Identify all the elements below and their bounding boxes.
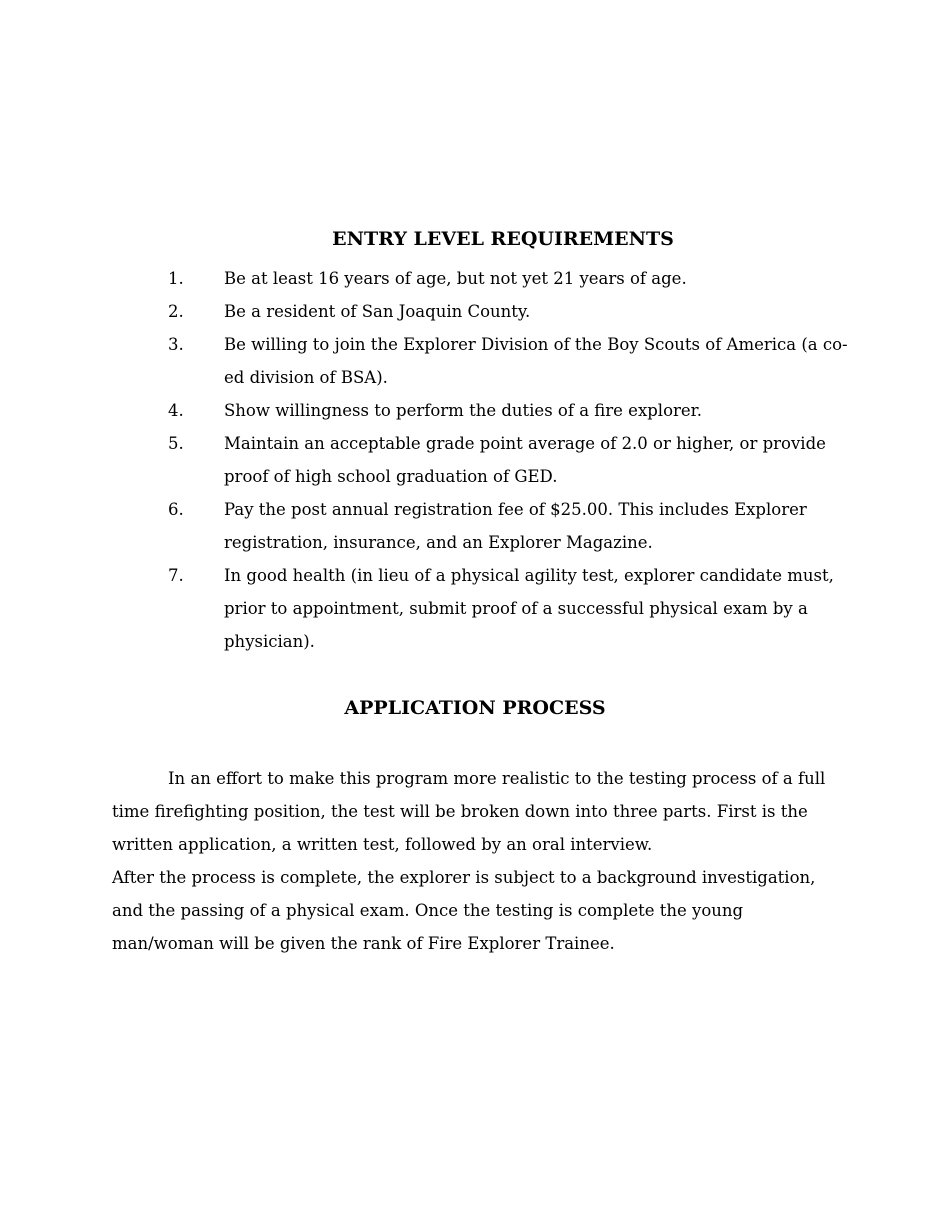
list-item-text: Maintain an acceptable grade point average of 2.0 or higher, or provide proof of high school graduation of GED. <box>224 434 826 486</box>
list-item-text: Be willing to join the Explorer Division of the Boy Scouts of America (a co-ed division of BSA). <box>224 335 848 387</box>
list-item-text: Be a resident of San Joaquin County. <box>224 302 531 321</box>
list-item <box>168 328 848 394</box>
list-item <box>168 493 848 559</box>
list-item-text: Pay the post annual registration fee of $25.00. This includes Explorer registration, insurance, and an Explorer Magazine. <box>224 500 807 552</box>
list-item-number: 3. <box>168 335 184 354</box>
list-item-number: 4. <box>168 401 184 420</box>
list-item <box>168 295 848 328</box>
list-item <box>168 559 848 658</box>
application-paragraph-1: In an effort to make this program more realistic to the testing process of a full time firefighting position, the test will be broken down into three parts. First is the written application, a written test, followed by an oral interview. <box>112 769 826 854</box>
list-item-text: In good health (in lieu of a physical agility test, explorer candidate must, prior to appointment, submit proof of a successful physical exam by a physician). <box>224 566 834 651</box>
entry-requirements-heading: ENTRY LEVEL REQUIREMENTS <box>332 228 674 250</box>
list-item-number: 6. <box>168 500 184 519</box>
list-item-number: 5. <box>168 434 184 453</box>
list-item <box>168 262 848 295</box>
requirements-list <box>168 262 848 658</box>
list-item-number: 1. <box>168 269 184 288</box>
list-item <box>168 394 848 427</box>
application-process-heading: APPLICATION PROCESS <box>344 697 606 719</box>
list-item <box>168 427 848 493</box>
list-item-number: 7. <box>168 566 184 585</box>
list-item-number: 2. <box>168 302 184 321</box>
application-paragraph-2: After the process is complete, the explorer is subject to a background investigation, and the passing of a physical exam. Once the testing is complete the young man/woman will be given the rank of Fire Explorer Trainee. <box>112 868 816 953</box>
list-item-text: Show willingness to perform the duties of a fire explorer. <box>224 401 702 420</box>
list-item-text: Be at least 16 years of age, but not yet 21 years of age. <box>224 269 687 288</box>
